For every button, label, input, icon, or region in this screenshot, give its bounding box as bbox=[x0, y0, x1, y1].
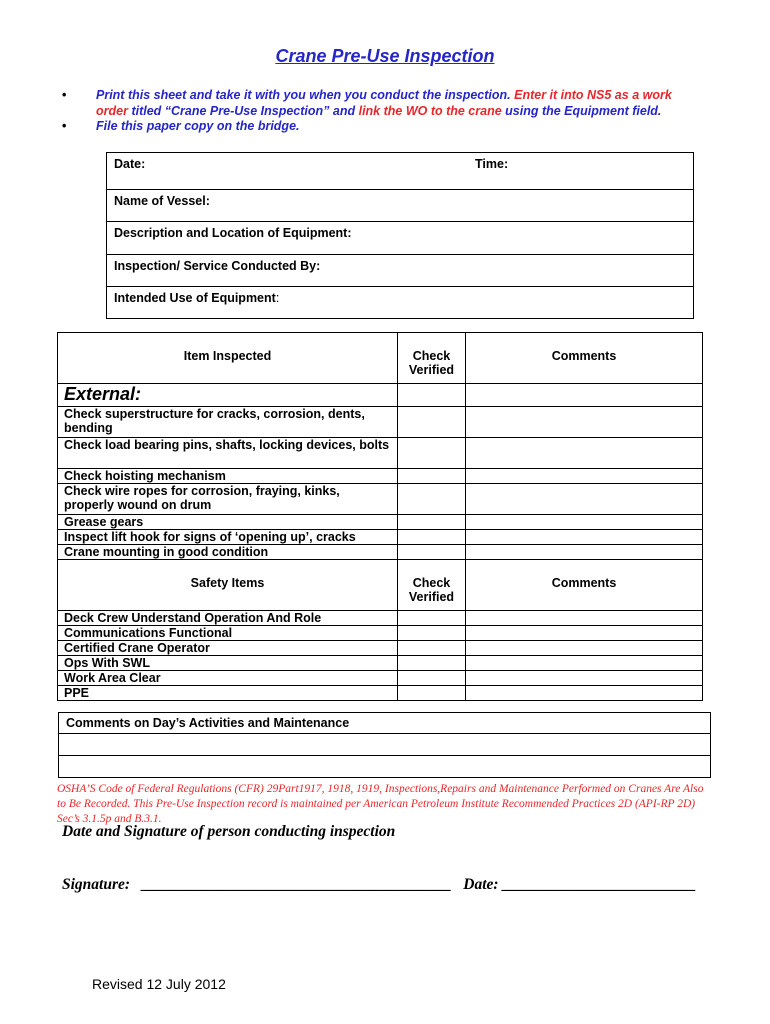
date-label: Date: bbox=[114, 157, 146, 171]
item-label: PPE bbox=[58, 686, 398, 701]
table-row bbox=[58, 530, 703, 545]
col-comments-header: Comments bbox=[466, 333, 703, 384]
date-time-row[interactable] bbox=[107, 153, 693, 189]
table-row bbox=[58, 626, 703, 641]
check-cell[interactable] bbox=[398, 671, 466, 686]
vessel-row[interactable] bbox=[107, 189, 693, 221]
check-cell[interactable] bbox=[398, 545, 466, 560]
item-label: Crane mounting in good condition bbox=[58, 545, 398, 560]
comment-cell[interactable] bbox=[466, 656, 703, 671]
signature-heading: Date and Signature of person conducting inspection bbox=[62, 823, 396, 840]
comment-cell[interactable] bbox=[466, 641, 703, 656]
comment-cell[interactable] bbox=[466, 545, 703, 560]
item-label: Check hoisting mechanism bbox=[58, 469, 398, 484]
table-row bbox=[58, 545, 703, 560]
check-cell[interactable] bbox=[398, 530, 466, 545]
instruction-text: Print this sheet and take it with you when you conduct the inspection. bbox=[96, 88, 511, 102]
comment-cell[interactable] bbox=[466, 626, 703, 641]
comment-cell[interactable] bbox=[466, 671, 703, 686]
instruction-item bbox=[62, 119, 702, 135]
item-label: Communications Functional bbox=[58, 626, 398, 641]
check-cell[interactable] bbox=[398, 641, 466, 656]
comment-cell[interactable] bbox=[466, 384, 703, 407]
col-check-header: Check Verified bbox=[398, 560, 466, 611]
table-row bbox=[58, 469, 703, 484]
instruction-item bbox=[62, 88, 702, 119]
col-item-header: Item Inspected bbox=[58, 333, 398, 384]
instruction-text: titled “Crane Pre-Use Inspection” and bbox=[131, 103, 356, 118]
table-row bbox=[58, 656, 703, 671]
col-check-header: Check Verified bbox=[398, 333, 466, 384]
item-label: Ops With SWL bbox=[58, 656, 398, 671]
comments-line[interactable] bbox=[59, 734, 711, 756]
check-cell[interactable] bbox=[398, 686, 466, 701]
col-safety-header: Safety Items bbox=[58, 560, 398, 611]
inspection-info-box bbox=[106, 152, 694, 319]
item-label: Check load bearing pins, shafts, locking devices, bolts bbox=[58, 438, 398, 469]
comments-label: Comments on Day’s Activities and Maintenance bbox=[59, 713, 711, 734]
instruction-text: link the WO to the crane bbox=[358, 103, 502, 118]
item-label: Check superstructure for cracks, corrosion, dents, bending bbox=[58, 407, 398, 438]
comment-cell[interactable] bbox=[466, 530, 703, 545]
item-label: Work Area Clear bbox=[58, 671, 398, 686]
comments-box bbox=[58, 712, 711, 778]
safety-header-row bbox=[58, 560, 703, 611]
comment-cell[interactable] bbox=[466, 407, 703, 438]
table-row bbox=[58, 407, 703, 438]
table-row bbox=[58, 515, 703, 530]
page-title: Crane Pre-Use Inspection bbox=[275, 46, 495, 66]
intended-use-label: Intended Use of Equipment bbox=[114, 291, 276, 305]
intended-use-colon: : bbox=[275, 291, 280, 305]
time-label: Time: bbox=[475, 157, 509, 171]
check-cell[interactable] bbox=[398, 611, 466, 626]
item-label: Check wire ropes for corrosion, fraying, kinks, properly wound on drum bbox=[58, 484, 398, 515]
osha-note: OSHA’S Code of Federal Regulations (CFR) 29Part1917, 1918, 1919, Inspections,Repairs and Maintenance Performed on Cranes Are Also to Be Recorded. This Pre-Use Inspection record is maintained per American Petroleum Institute Recommended Practices 2D (API-RP 2D) Sec’s 3.1.5p and B.3.1. bbox=[57, 783, 704, 825]
check-cell[interactable] bbox=[398, 407, 466, 438]
bullet-icon: • bbox=[62, 119, 67, 133]
table-row bbox=[58, 671, 703, 686]
revision-note: Revised 12 July 2012 bbox=[92, 976, 226, 992]
table-row bbox=[58, 438, 703, 469]
instructions-list bbox=[62, 88, 702, 135]
conducted-by-label: Inspection/ Service Conducted By: bbox=[114, 259, 321, 273]
bullet-icon: • bbox=[62, 88, 67, 102]
table-row bbox=[58, 641, 703, 656]
conducted-by-row[interactable] bbox=[107, 254, 693, 286]
check-cell[interactable] bbox=[398, 484, 466, 515]
check-cell[interactable] bbox=[398, 384, 466, 407]
instruction-text: using the Equipment field. bbox=[505, 103, 662, 118]
table-row bbox=[58, 611, 703, 626]
comments-line[interactable] bbox=[59, 756, 711, 778]
table-row bbox=[58, 484, 703, 515]
item-label: Certified Crane Operator bbox=[58, 641, 398, 656]
vessel-label: Name of Vessel: bbox=[114, 194, 210, 208]
item-label: Deck Crew Understand Operation And Role bbox=[58, 611, 398, 626]
intended-use-row[interactable] bbox=[107, 286, 693, 318]
description-row[interactable] bbox=[107, 221, 693, 254]
item-label: Inspect lift hook for signs of ‘opening up’, cracks bbox=[58, 530, 398, 545]
description-label: Description and Location of Equipment: bbox=[114, 226, 352, 240]
check-cell[interactable] bbox=[398, 515, 466, 530]
comment-cell[interactable] bbox=[466, 469, 703, 484]
comment-cell[interactable] bbox=[466, 515, 703, 530]
section-row bbox=[58, 384, 703, 407]
comment-cell[interactable] bbox=[466, 484, 703, 515]
signature-date-line[interactable]: Signature: ________________________________________ Date: _________________________ bbox=[62, 876, 697, 893]
instruction-text: Enter it into NS5 as a work order bbox=[96, 88, 672, 118]
check-cell[interactable] bbox=[398, 469, 466, 484]
check-cell[interactable] bbox=[398, 626, 466, 641]
table-row bbox=[58, 686, 703, 701]
comment-cell[interactable] bbox=[466, 611, 703, 626]
comment-cell[interactable] bbox=[466, 438, 703, 469]
check-cell[interactable] bbox=[398, 656, 466, 671]
check-cell[interactable] bbox=[398, 438, 466, 469]
table-header-row bbox=[58, 333, 703, 384]
instruction-text: File this paper copy on the bridge. bbox=[96, 119, 300, 133]
item-label: Grease gears bbox=[58, 515, 398, 530]
col-comments-header: Comments bbox=[466, 560, 703, 611]
inspection-table bbox=[57, 332, 703, 701]
section-external: External: bbox=[58, 384, 398, 407]
comment-cell[interactable] bbox=[466, 686, 703, 701]
